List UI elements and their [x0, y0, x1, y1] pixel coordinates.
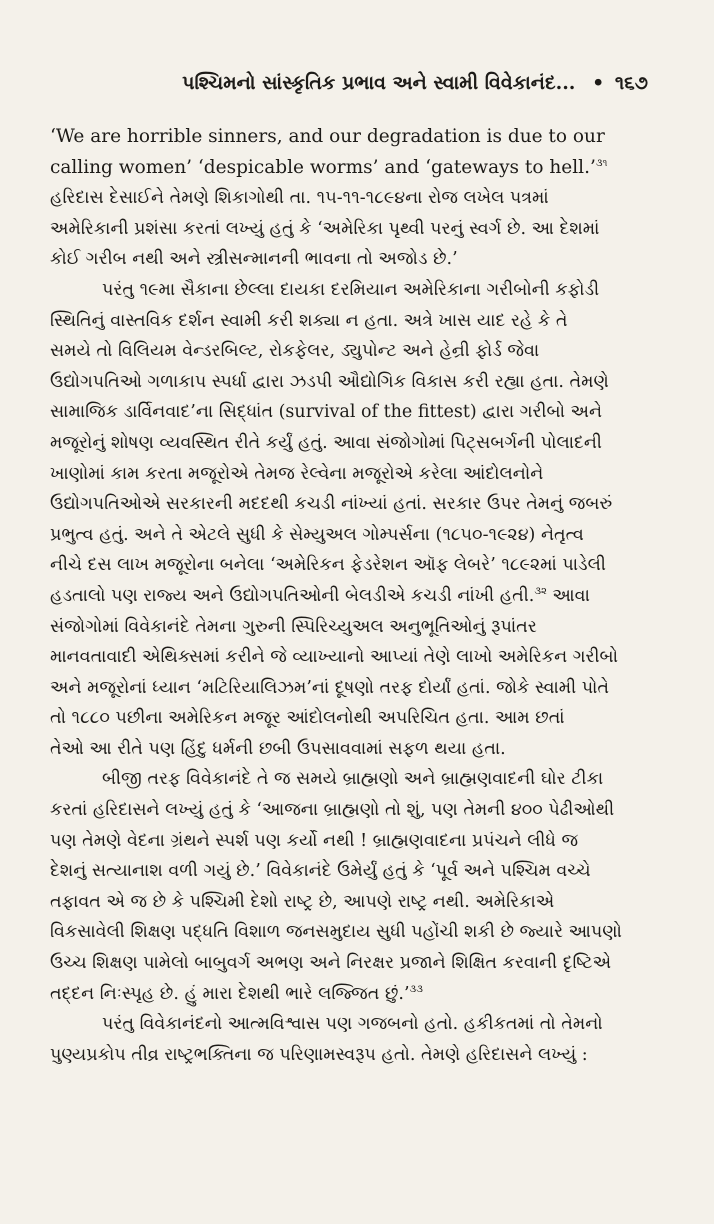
text-line: સંજોગોમાં વિવેકાનંદે તેમના ગુરુની સ્પિરિચ્યુઅલ અનુભૂતિઓનું રૂપાંતર — [50, 616, 537, 637]
text-line: કરતાં હરિદાસને લખ્યું હતું કે ‘આજના બ્રાહ્મણો તો શું, પણ તેમની ૪૦૦ પેઢીઓથી — [50, 800, 615, 821]
footnote-ref: ૩૧ — [595, 157, 608, 169]
text-line: ઉદ્યોગપતિઓ ગળાકાપ સ્પર્ધા દ્વારા ઝડપી ઔદ્યોગિક વિકાસ કરી રહ્યા હતા. તેમણે — [50, 371, 609, 392]
running-header-title: પશ્ચિમનો સાંસ્કૃતિક પ્રભાવ અને સ્વામી વિવેકાનંદ... — [182, 72, 576, 94]
footnote-ref: ૩૩ — [409, 983, 423, 995]
text-line: calling women’ ‘despicable worms’ and ‘gateways to hell.’$^{૩૧}$ — [50, 156, 608, 178]
text-line: નીચે દસ લાખ મજૂરોના બનેલા ‘અમેરિકન ફેડરેશન ઑફ લેબરે’ ૧૮૯૨માં પાડેલી — [50, 555, 606, 576]
text-line: પરંતુ ૧૯મા સૈકાના છેલ્લા દાયકા દરમિયાન અમેરિકાના ગરીબોની કફોડી — [102, 279, 600, 300]
text-line: પુણ્યપ્રકોપ તીવ્ર રાષ્ટ્રભક્તિના જ પરિણામસ્વરૂપ હતો. તેમણે હરિદાસને લખ્યું : — [50, 1044, 588, 1065]
text-line: બીજી તરફ વિવેકાનંદે તે જ સમયે બ્રાહ્મણો અને બ્રાહ્મણવાદની ઘોર ટીકા — [102, 769, 604, 790]
text-line: તફાવત એ જ છે કે પશ્ચિમી દેશો રાષ્ટ્ર છે, આપણે રાષ્ટ્ર નથી. અમેરિકાએ — [50, 891, 555, 912]
footnote-ref: ૩૨ — [534, 586, 547, 598]
text-line: સ્થિતિનું વાસ્તવિક દર્શન સ્વામી કરી શક્યા ન હતા. અત્રે ખાસ યાદ રહે કે તે — [50, 310, 568, 331]
text-line: પણ તેમણે વેદના ગ્રંથને સ્પર્શ પણ કર્યો નથી ! બ્રાહ્મણવાદના પ્રપંચને લીધે જ — [50, 830, 579, 851]
text-line: અને મજૂરોનાં ધ્યાન ‘મટિરિયાલિઝમ’નાં દૂષણો તરફ દોર્યાં હતાં. જોકે સ્વામી પોતે — [50, 677, 610, 698]
text-line: સમયે તો વિલિયમ વેન્ડરબિલ્ટ, રોકફેલર, ડ્યુપોન્ટ અને હેન્રી ફોર્ડ જેવા — [50, 341, 540, 362]
paragraph-america — [50, 275, 666, 765]
page-number: ૧૬૭ — [614, 72, 648, 94]
text-line: ઉદ્યોગપતિઓએ સરકારની મદદથી કચડી નાંખ્યાં હતાં. સરકાર ઉપર તેમનું જબરું — [50, 494, 613, 515]
paragraph-quote — [50, 122, 666, 275]
text-line: સામાજિક ડાર્વિનવાદ’ના સિદ્ધાંત (survival of the fittest) દ્વારા ગરીબો અને — [50, 402, 603, 423]
text-line: મજૂરોનું શોષણ વ્યવસ્થિત રીતે કર્યું હતું. આવા સંજોગોમાં પિટ્સબર્ગની પોલાદની — [50, 432, 602, 453]
text-line: અમેરિકાની પ્રશંસા કરતાં લખ્યું હતું કે ‘અમેરિકા પૃથ્વી પરનું સ્વર્ગ છે. આ દેશમાં — [50, 218, 600, 239]
text-line: હરિદાસ દેસાઈને તેમણે શિકાગોથી તા. ૧૫-૧૧-૧૮૯૪ના રોજ લખેલ પત્રમાં — [50, 188, 549, 209]
text-line: પ્રભુત્વ હતું. અને તે એટલે સુધી કે સેમ્યુઅલ ગોમ્પર્સના (૧૮૫૦-૧૯૨૪) નેતૃત્વ — [50, 524, 584, 545]
text-line: તો ૧૮૮૦ પછીના અમેરિકન મજૂર આંદોલનોથી અપરિચિત હતા. આમ છતાં — [50, 708, 565, 729]
text-line: વિકસાવેલી શિક્ષણ પદ્ધતિ વિશાળ જનસમુદાય સુધી પહોંચી શકી છે જ્યારે આપણો — [50, 922, 622, 943]
header-bullet: • — [592, 72, 605, 94]
text-line: તદ્દન નિઃસ્પૃહ છે. હું મારા દેશથી ભારે લજ્જિત છું.’$^{૩૩}$ — [50, 983, 423, 1004]
text-line: ‘We are horrible sinners, and our degradation is due to our — [50, 126, 605, 147]
text-line: ઉચ્ચ શિક્ષણ પામેલો બાબુવર્ગ અભણ અને નિરક્ષર પ્રજાને શિક્ષિત કરવાની દૃષ્ટિએ — [50, 953, 612, 974]
page-body — [50, 122, 666, 1070]
running-header — [60, 72, 648, 94]
text-line: કોઈ ગરીબ નથી અને સ્ત્રીસન્માનની ભાવના તો અજોડ છે.’ — [50, 249, 458, 270]
text-line: પરંતુ વિવેકાનંદનો આત્મવિશ્વાસ પણ ગજબનો હતો. હકીકતમાં તો તેમનો — [102, 1014, 603, 1035]
text-line: તેઓ આ રીતે પણ હિંદુ ધર્મની છબી ઉપસાવવામાં સફળ થયા હતા. — [50, 738, 506, 759]
text-line: ખાણોમાં કામ કરતા મજૂરોએ તેમજ રેલ્વેના મજૂરોએ કરેલા આંદોલનોને — [50, 463, 544, 484]
text-line: હડતાલો પણ રાજ્ય અને ઉદ્યોગપતિઓની બેલડીએ કચડી નાંખી હતી.$^{૩૨}$ આવા — [50, 585, 590, 606]
paragraph-confidence — [50, 1009, 666, 1070]
paragraph-brahmins — [50, 764, 666, 1009]
text-line: માનવતાવાદી એથિક્સમાં કરીને જે વ્યાખ્યાનો આપ્યાં તેણે લાખો અમેરિકન ગરીબો — [50, 647, 618, 668]
text-line: દેશનું સત્યાનાશ વળી ગયું છે.’ વિવેકાનંદે ઉમેર્યું હતું કે ‘પૂર્વ અને પશ્ચિમ વચ્ચે — [50, 861, 591, 882]
